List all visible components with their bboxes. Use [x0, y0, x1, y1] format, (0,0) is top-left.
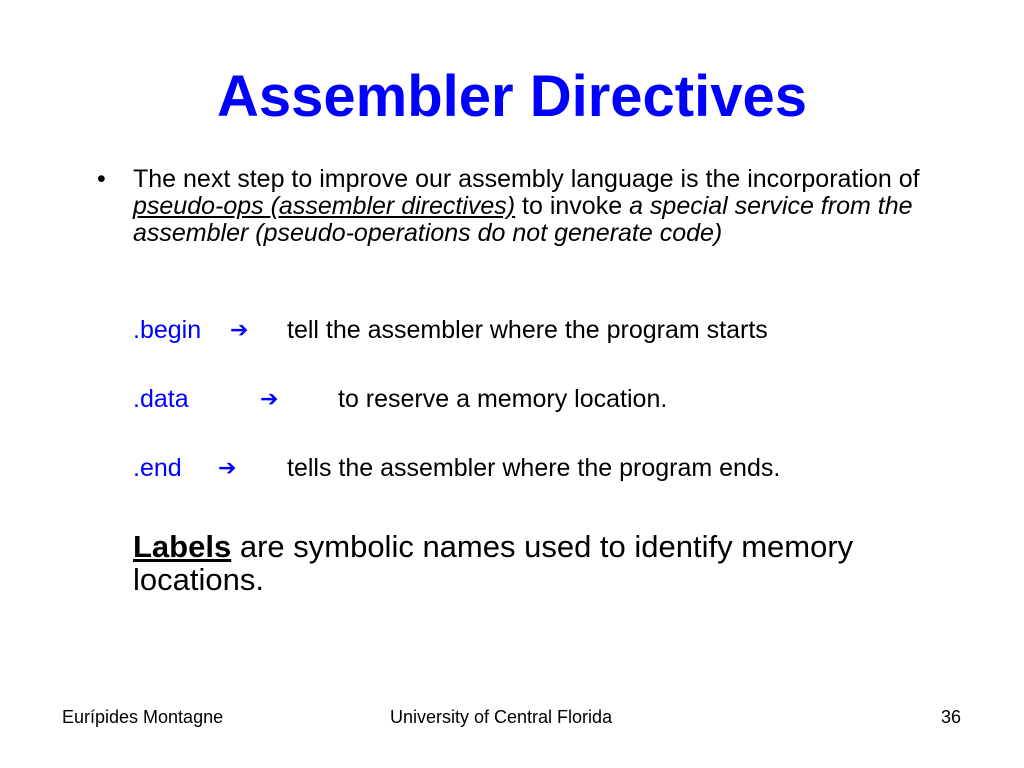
labels-term: Labels	[133, 529, 232, 564]
footer-author: Eurípides Montagne	[62, 707, 224, 727]
directive-description: tell the assembler where the program starts	[287, 316, 768, 344]
directive-description: tells the assembler where the program ends.	[287, 454, 781, 482]
arrow-right-icon: ➔	[230, 317, 249, 342]
arrow-right-icon: ➔	[218, 455, 237, 480]
labels-paragraph	[133, 530, 953, 596]
footer-page-number: 36	[941, 707, 962, 727]
bullet-marker: •	[97, 165, 106, 193]
directive-description: to reserve a memory location.	[338, 385, 668, 413]
directive-name: .begin	[133, 316, 202, 344]
labels-definition: are symbolic names used to identify memory locations.	[133, 529, 854, 597]
bullet-text	[133, 166, 933, 247]
bullet-italic-tail: a special service from the assembler (pseudo-operations do not generate code)	[133, 192, 913, 247]
bullet-text-part2: to invoke	[515, 192, 630, 220]
bullet-text-part1: The next step to improve our assembly language is the incorporation of	[133, 165, 920, 193]
footer-institution: University of Central Florida	[390, 707, 613, 727]
directive-name: .data	[133, 385, 189, 413]
directive-name: .end	[133, 454, 182, 482]
slide-title: Assembler Directives	[217, 64, 807, 129]
arrow-right-icon: ➔	[260, 386, 279, 411]
bullet-underlined-term: pseudo-ops (assembler directives)	[133, 192, 516, 220]
